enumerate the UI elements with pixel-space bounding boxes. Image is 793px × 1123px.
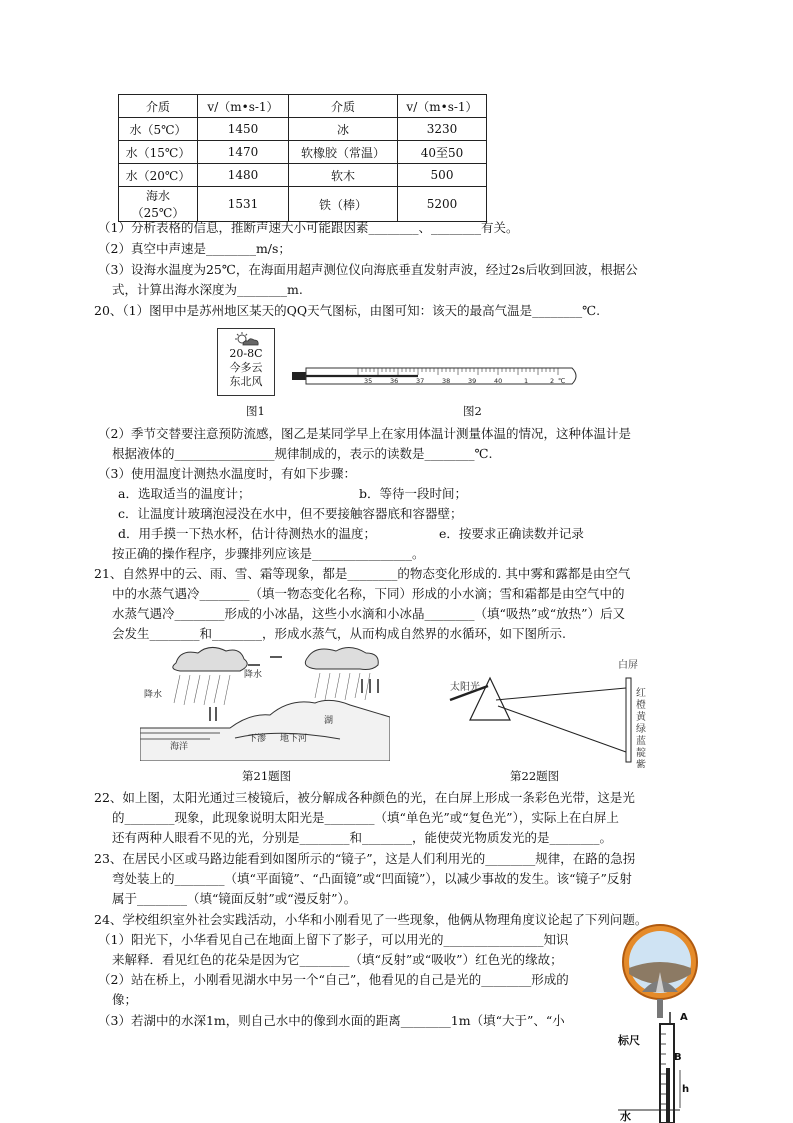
color-green: 绿: [636, 724, 646, 735]
table-cell: 3230: [398, 118, 487, 141]
table-cell: 500: [398, 164, 487, 187]
thermo-unit: ℃: [558, 377, 566, 385]
step-c: c．让温度计玻璃泡浸没在水中，但不要接触容器底和容器壁；: [118, 506, 463, 521]
step-b: b．等待一段时间；: [359, 486, 468, 501]
table-cell: 1470: [198, 141, 289, 164]
label-underground-river: 地下河: [280, 734, 308, 744]
color-blue: 蓝: [636, 736, 646, 747]
table-cell: 水（20℃）: [119, 164, 198, 187]
table-header-row: [119, 95, 487, 118]
q22-line3: 还有两种人眼看不见的光，分别是________和________，能使荧光物质发光的是________。: [112, 830, 613, 845]
q21-line2: 中的水蒸气遇冷________（填一物态变化名称，下同）形成的小水滴；雪和霜都是由空气中的: [112, 586, 625, 601]
ruler-label: 标尺: [618, 1034, 640, 1047]
point-b-label: B: [674, 1052, 682, 1063]
q20-part3-answer: 按正确的操作程序，步骤排列应该是________________。: [112, 546, 425, 561]
table-cell: 冰: [289, 118, 398, 141]
q20-part2: （2）季节交替要注意预防流感，图乙是某同学早上在家用体温计测量体温的情况，这种体温计是: [98, 426, 631, 441]
thermo-tick-label: 2: [550, 377, 555, 385]
color-violet: 紫: [636, 760, 646, 768]
weather-temp: 20-8C: [229, 347, 263, 360]
weather-wind: 东北风: [229, 375, 263, 388]
color-red: 红: [636, 688, 646, 699]
thermo-tick-label: 36: [390, 377, 399, 385]
fig22-caption: 第22题图: [510, 769, 560, 783]
thermo-tick-label: 1: [524, 377, 529, 385]
q21-line1: 21、自然界中的云、雨、雪、霜等现象，都是________的物态变化形成的. 其中雾和露都是由空气: [94, 566, 631, 581]
fig1-caption: 图1: [246, 404, 265, 418]
q23-line2: 弯处装上的________（填“平面镜”、“凸面镜”或“凹面镜”），以减少事故的发生。该“镜子”反射: [112, 871, 632, 886]
ruler-water-diagram: [610, 1012, 696, 1123]
table-header: v/（m•s-1）: [398, 95, 487, 118]
q20-part3: （3）使用温度计测热水温度时，有如下步骤：: [98, 466, 356, 481]
label-sunlight: 太阳光: [450, 682, 480, 693]
table-cell: 1450: [198, 118, 289, 141]
table-cell: 水（5℃）: [119, 118, 198, 141]
color-orange: 橙: [636, 700, 646, 711]
table-cell: 海水（25℃）: [119, 187, 198, 222]
table-cell: 软木: [289, 164, 398, 187]
thermo-tick-label: 38: [442, 377, 451, 385]
q24-part2: （2）站在桥上，小刚看见湖水中另一个“自己”，他看见的自己是光的________形成的: [98, 972, 569, 987]
q21-line4: 会发生________和________，形成水蒸气，从而构成自然界的水循环，如下图所示.: [112, 626, 566, 641]
q24-part1: （1）阳光下，小华看见自己在地面上留下了影子，可以用光的________________知识: [98, 932, 569, 947]
height-h-label: h: [682, 1084, 690, 1095]
fig2-caption: 图2: [463, 404, 482, 418]
q19-part3-cont: 式，计算出海水深度为________m.: [112, 282, 303, 297]
table-cell: 水（15℃）: [119, 141, 198, 164]
table-header: 介质: [119, 95, 198, 118]
q20-part1: 20、（1）图甲中是苏州地区某天的QQ天气图标，由图可知：该天的最高气温是________℃.: [94, 303, 601, 318]
q24-line1: 24、学校组织室外社会实践活动，小华和小刚看见了一些现象，他俩从物理角度议论起了下列问题。: [94, 912, 648, 927]
q19-part1: （1）分析表格的信息，推断声速大小可能跟因素________、________有关。: [98, 220, 519, 235]
q19-part3: （3）设海水温度为25℃，在海面用超声测位仪向海底垂直发射声波，经过2s后收到回波，根据公: [98, 262, 638, 277]
point-a-label: A: [680, 1012, 688, 1023]
step-e: e．按要求正确读数并记录: [439, 526, 584, 541]
q22-line2: 的________现象，此现象说明太阳光是________（填“单色光”或“复色光”），实际上在白屏上: [112, 810, 619, 825]
table-row: [119, 118, 487, 141]
step-a: a．选取适当的温度计；: [118, 486, 251, 501]
clinical-thermometer: [292, 365, 582, 389]
thermo-tick-label: 39: [468, 377, 477, 385]
thermo-tick-label: 35: [364, 377, 373, 385]
table-cell: 1480: [198, 164, 289, 187]
label-white-screen: 白屏: [618, 660, 638, 671]
label-precip-left: 降水: [144, 690, 163, 700]
water-cycle-diagram: [140, 643, 390, 761]
table-cell: 1531: [198, 187, 289, 222]
color-yellow: 黄: [636, 712, 646, 723]
prism-dispersion-diagram: [446, 656, 656, 768]
color-indigo: 靛: [636, 748, 646, 759]
table-cell: 铁（棒）: [289, 187, 398, 222]
q20-part2-cont: 根据液体的________________规律制成的，表示的读数是________℃.: [112, 446, 493, 461]
table-header: 介质: [289, 95, 398, 118]
thermo-tick-label: 40: [494, 377, 503, 385]
table-row: [119, 141, 487, 164]
label-infiltration: 下渗: [248, 734, 267, 744]
q23-line3: 属于________（填“镜面反射”或“漫反射”）。: [112, 891, 357, 906]
table-row: [119, 164, 487, 187]
table-cell: 软橡胶（常温）: [289, 141, 398, 164]
label-precip-top: 降水: [244, 670, 263, 680]
table-cell: 5200: [398, 187, 487, 222]
cloud-sun-icon: [231, 331, 261, 347]
step-d: d．用手摸一下热水杯，估计待测热水的温度；: [118, 526, 377, 541]
thermo-tick-label: 37: [416, 377, 425, 385]
label-ocean: 海洋: [170, 742, 189, 752]
fig21-caption: 第21题图: [242, 769, 292, 783]
table-cell: 40至50: [398, 141, 487, 164]
convex-mirror-image: [620, 922, 700, 1018]
label-lake: 湖: [324, 716, 334, 726]
table-row: [119, 187, 487, 222]
q21-line3: 水蒸气遇冷________形成的小冰晶，这些小水滴和小冰晶________（填“吸热”或“放热”）后又: [112, 606, 626, 621]
q22-line1: 22、如上图，太阳光通过三棱镜后，被分解成各种颜色的光，在白屏上形成一条彩色光带，这是光: [94, 790, 635, 805]
q19-part2: （2）真空中声速是________m/s；: [98, 241, 291, 256]
q23-line1: 23、在居民小区或马路边能看到如图所示的“镜子”，这是人们利用光的________规律，在路的急拐: [94, 851, 636, 866]
q24-part3: （3）若湖中的水深1m，则自己水中的像到水面的距离________1m（填“大于”、“小: [98, 1013, 565, 1028]
water-label: 水: [620, 1110, 631, 1123]
weather-cond: 今多云: [229, 361, 263, 374]
table-header: v/（m•s-1）: [198, 95, 289, 118]
q24-part2-cont: 像；: [112, 992, 138, 1007]
sound-speed-table: [118, 94, 487, 222]
q24-part1-cont: 来解释．看见红色的花朵是因为它________（填“反射”或“吸收”）红色光的缘故；: [112, 952, 563, 967]
weather-icon-panel: [217, 328, 275, 396]
